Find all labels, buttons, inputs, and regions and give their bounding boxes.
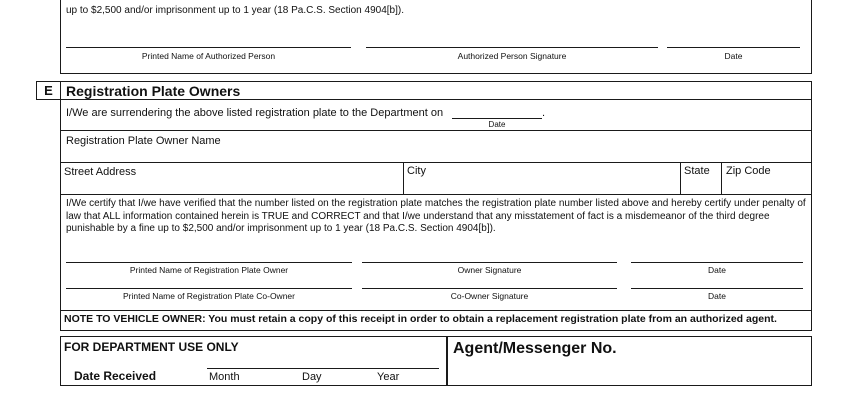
state-input[interactable] [684, 180, 722, 194]
owner-printed-name-line[interactable] [66, 262, 352, 263]
coowner-signature-label: Co-Owner Signature [450, 291, 529, 301]
section-e-title: Registration Plate Owners [66, 83, 241, 99]
owner-printed-name-label: Printed Name of Registration Plate Owner [129, 265, 289, 275]
surrender-text: I/We are surrendering the above listed registration plate to the Department on [66, 107, 444, 119]
month-label: Month [209, 371, 240, 383]
city-input[interactable] [407, 180, 681, 194]
date-received-line[interactable] [207, 368, 439, 369]
year-label: Year [377, 371, 400, 383]
section-e-letter: E [44, 83, 53, 98]
owner-signature-line[interactable] [362, 262, 617, 263]
surrender-date-line[interactable] [452, 118, 542, 119]
city-label: City [407, 165, 426, 177]
agent-messenger-input[interactable] [453, 362, 807, 382]
authorized-signature-label: Authorized Person Signature [457, 51, 567, 61]
surrender-date-label: Date [488, 120, 506, 129]
coowner-printed-name-label: Printed Name of Registration Plate Co-Owner [123, 291, 295, 301]
owner-signature-label: Owner Signature [457, 265, 522, 275]
authorized-date-label: Date [724, 51, 743, 61]
owner-name-label: Registration Plate Owner Name [66, 135, 221, 147]
authorized-date-line[interactable] [667, 47, 800, 48]
section-e-title-box [60, 81, 812, 100]
section-e-letter-box [36, 81, 61, 100]
coowner-signature-line[interactable] [362, 288, 617, 289]
date-received-label: Date Received [74, 369, 157, 383]
owner-certification-text: I/We certify that I/we have verified that the number listed on the registration plate matches the registration plate number listed above and hereby certify under penalty of law that ALL information contained herein is TRUE and CORRECT and that I/we understand that any misstatement of fact is a misdemeanor of the third degree punishable by a fine up to $2,500 and/or imprisonment up to 1 year (18 Pa.C.S. Section 4904[b]). [66, 198, 806, 234]
owner-date-label: Date [708, 265, 726, 275]
owner-date-line[interactable] [631, 262, 803, 263]
authorized-printed-name-label: Printed Name of Authorized Person [141, 51, 276, 61]
certification-tail-text: up to $2,500 and/or imprisonment up to 1 year (18 Pa.C.S. Section 4904[b]). [66, 5, 404, 16]
authorized-printed-name-line[interactable] [66, 47, 351, 48]
street-address-label: Street Address [64, 166, 137, 178]
coowner-printed-name-line[interactable] [66, 288, 352, 289]
street-address-input[interactable] [64, 180, 402, 194]
agent-messenger-label: Agent/Messenger No. [453, 340, 617, 357]
zip-code-label: Zip Code [726, 165, 771, 177]
department-use-title: FOR DEPARTMENT USE ONLY [64, 340, 239, 354]
authorized-signature-line[interactable] [366, 47, 658, 48]
coowner-date-label: Date [708, 291, 726, 301]
day-label: Day [302, 371, 322, 383]
zip-code-input[interactable] [726, 180, 810, 194]
vehicle-owner-note: NOTE TO VEHICLE OWNER: You must retain a copy of this receipt in order to obtain a replacement registration plate from an authorized agent. [64, 313, 777, 325]
coowner-date-line[interactable] [631, 288, 803, 289]
owner-name-input[interactable] [66, 148, 810, 162]
state-label: State [684, 165, 710, 177]
